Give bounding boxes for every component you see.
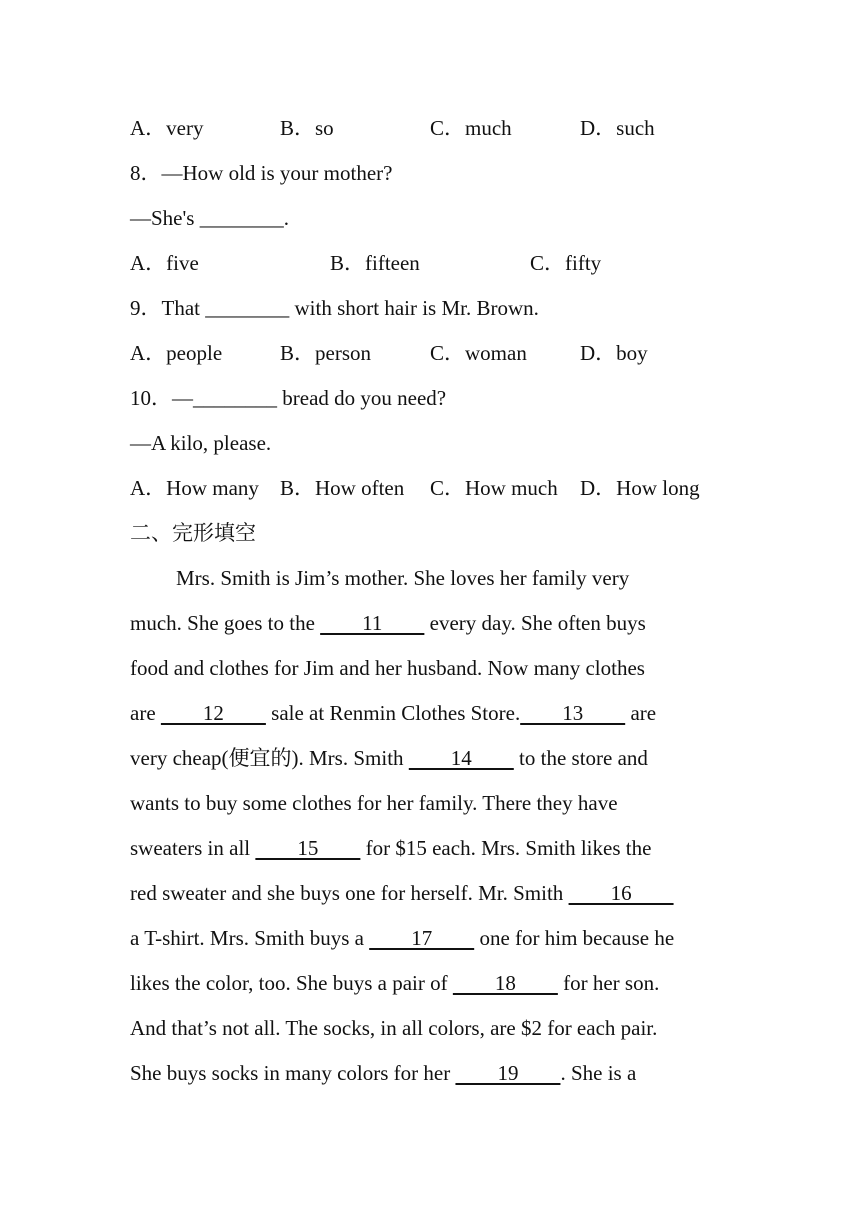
q8-option-c: C．fifty xyxy=(530,251,602,275)
passage-line-11: And that’s not all. The socks, in all colors, are $2 for each pair. xyxy=(130,1016,658,1040)
passage-text: much. She goes to the xyxy=(130,611,321,635)
q8-answer xyxy=(130,205,289,231)
q9-option-d: D．boy xyxy=(580,341,648,365)
q10-stem xyxy=(130,385,446,411)
passage-text: . She is a xyxy=(560,1061,637,1085)
q9-stem-suffix: with short hair is Mr. Brown. xyxy=(289,296,539,320)
blank-16: 16 xyxy=(568,881,674,905)
passage-text: likes the color, too. She buys a pair of xyxy=(130,971,453,995)
blank-15: 15 xyxy=(255,836,361,860)
passage-line-9 xyxy=(130,925,674,951)
passage-line-7 xyxy=(130,835,651,861)
q9-stem xyxy=(130,295,539,321)
passage-line-4 xyxy=(130,700,656,726)
q9-blank: ________ xyxy=(205,296,290,320)
passage-line-2 xyxy=(130,610,646,636)
blank-17: 17 xyxy=(369,926,475,950)
blank-13: 13 xyxy=(520,701,626,725)
q7-option-c: C．much xyxy=(430,116,512,140)
blank-18: 18 xyxy=(452,971,558,995)
q10-option-c: C．How much xyxy=(430,476,558,500)
blank-14: 14 xyxy=(408,746,514,770)
q10-answer: —A kilo, please. xyxy=(130,431,272,455)
passage-text: very cheap(便宜的). Mrs. Smith xyxy=(130,746,409,770)
q10-stem-suffix: bread do you need? xyxy=(277,386,447,410)
passage-text: sale at Renmin Clothes Store. xyxy=(265,701,521,725)
section-heading: 二、完形填空 xyxy=(130,521,256,545)
blank-12: 12 xyxy=(160,701,266,725)
passage-text: for her son. xyxy=(557,971,660,995)
blank-19: 19 xyxy=(455,1061,561,1085)
passage-line-3: food and clothes for Jim and her husband. Now many clothes xyxy=(130,656,645,680)
q8-answer-prefix: —She's xyxy=(130,206,200,230)
passage-line-12 xyxy=(130,1060,636,1086)
q9-option-b: B．person xyxy=(280,341,371,365)
passage-text: are xyxy=(130,701,161,725)
passage-text: for $15 each. Mrs. Smith likes the xyxy=(360,836,652,860)
passage-text: every day. She often buys xyxy=(424,611,646,635)
q7-option-b: B．so xyxy=(280,116,334,140)
passage-text: one for him because he xyxy=(474,926,675,950)
q10-stem-prefix: 10．— xyxy=(130,386,193,410)
q9-stem-prefix: 9．That xyxy=(130,296,206,320)
passage-line-8 xyxy=(130,880,674,906)
passage-line-10 xyxy=(130,970,659,996)
q9-option-a: A．people xyxy=(130,341,223,365)
passage-line-6: wants to buy some clothes for her family. There they have xyxy=(130,791,618,815)
q9-option-c: C．woman xyxy=(430,341,527,365)
passage-text: a T-shirt. Mrs. Smith buys a xyxy=(130,926,370,950)
passage-line-1: Mrs. Smith is Jim’s mother. She loves her family very xyxy=(176,566,630,590)
blank-11: 11 xyxy=(320,611,425,635)
passage-text: red sweater and she buys one for herself. Mr. Smith xyxy=(130,881,569,905)
q10-blank: ________ xyxy=(193,386,277,410)
passage-text: are xyxy=(625,701,657,725)
q7-option-a: A．very xyxy=(130,116,204,140)
q10-option-b: B．How often xyxy=(280,476,405,500)
passage-line-5 xyxy=(130,745,648,771)
q7-option-d: D．such xyxy=(580,116,655,140)
q8-option-b: B．fifteen xyxy=(330,251,420,275)
q8-answer-suffix: . xyxy=(283,206,289,230)
q10-option-d: D．How long xyxy=(580,476,700,500)
q8-stem: 8．—How old is your mother? xyxy=(130,161,393,185)
passage-text: sweaters in all xyxy=(130,836,256,860)
q8-option-a: A．five xyxy=(130,251,199,275)
passage-text: to the store and xyxy=(513,746,648,770)
q10-option-a: A．How many xyxy=(130,476,259,500)
q8-blank: ________ xyxy=(199,206,284,230)
passage-text: She buys socks in many colors for her xyxy=(130,1061,456,1085)
